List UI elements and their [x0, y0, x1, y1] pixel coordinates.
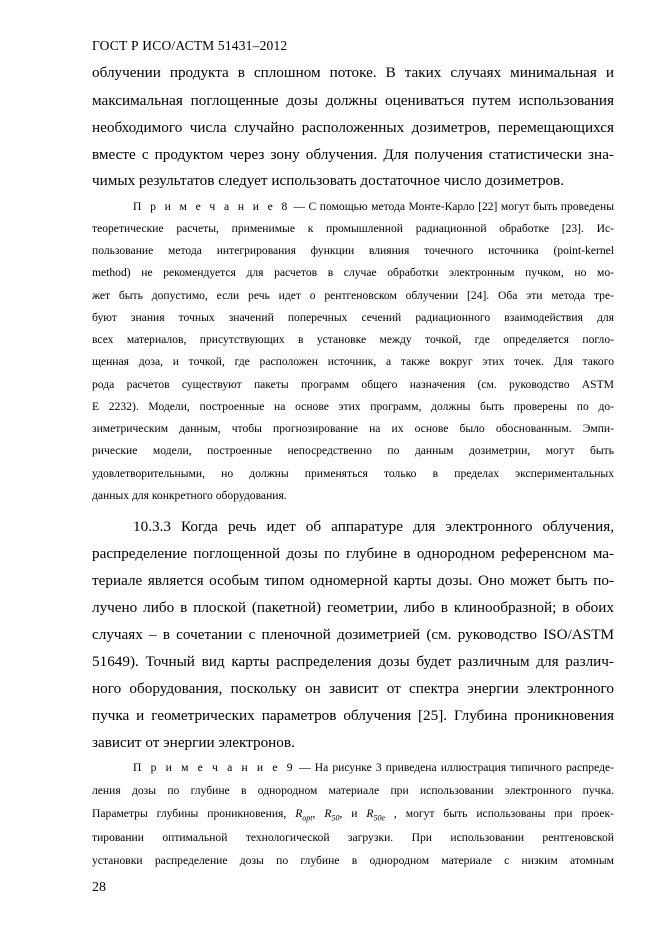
note8-line: всех материалов, присутствующих в установке между точкой, где определяется погло- [92, 333, 614, 346]
symbol-r50e: $R_{50e}$ [366, 807, 386, 823]
note8-first-text: — С помощью метода Монте-Карло [22] могут быть проведены [289, 200, 614, 213]
note8-line: зиметрическим данным, чтобы прогнозирование на их основе было обоснованным. Эмпи- [92, 422, 614, 435]
note8-line: рические модели, построенные непосредственно по данным дозиметрии, могут быть [92, 444, 614, 457]
note8-line: теоретические расчеты, применимые к промышленной радиационной обработке [23]. Ис- [92, 222, 614, 235]
para1-line: необходимого числа случайно расположенных дозиметров, перемещающихся [92, 119, 614, 136]
standard-header: ГОСТ Р ИСО/АСТМ 51431–2012 [92, 38, 288, 53]
note8-label: П р и м е ч а н и е 8 [133, 200, 290, 213]
note9-line: установки распределение дозы по глубине в однородном материале с низким атомным [92, 854, 614, 867]
para2-line: зависит от энергии электронов. [92, 734, 295, 751]
note9-text: Параметры глубины проникновения, [92, 807, 296, 820]
note9-first-text: — На рисунке 3 приведена иллюстрация типичного распреде- [295, 761, 614, 774]
note8-line: жет быть допустимо, если речь идет о рентгеновском облучении [24]. Оба эти метода тре- [92, 289, 614, 302]
note8-line: E 2232). Модели, построенные на основе этих программ, должны быть проверены по до- [92, 400, 614, 413]
note9-text: , могут быть использованы при проек- [385, 807, 614, 820]
para2-line: распределение поглощенной дозы по глубине в однородном референсном ма- [92, 545, 614, 562]
note9-line: тировании оптимальной технологической загрузки. При использовании рентгеновской [92, 831, 614, 844]
para2-line: лучено либо в плоской (пакетной) геометрии, либо в клинообразной; в обоих [92, 599, 614, 616]
note8-line: пользование метода интегрирования функции влияния точечного источника (point-kernel [92, 244, 614, 257]
para2-line: случаях – в сочетании с пленочной дозиметрией (см. руководство ISO/ASTM [92, 626, 614, 643]
note9-text: , [312, 807, 325, 820]
note9-line-params [92, 806, 614, 821]
para1-line: чимых результатов следует использовать достаточное число дозиметров. [92, 172, 565, 189]
page-number: 28 [92, 880, 106, 895]
note8-line: method) не рекомендуется для расчетов в случае обработки электронным пучком, но мо- [92, 266, 614, 279]
note8-line: рода расчетов существуют пакеты программ общего назначения (см. руководство ASTM [92, 378, 614, 391]
para2-line: пучка и геометрических параметров облучения [25]. Глубина проникновения [92, 707, 614, 724]
note8-line: щенная доза, и точкой, где расположен источник, а также вокруг этих точек. Для такого [92, 355, 614, 368]
para2-line: ного оборудования, поскольку он зависит от спектра энергии электронного [92, 680, 614, 697]
para1-line: облучении продукта в сплошном потоке. В таких случаях минимальная и [92, 64, 614, 81]
note8-line: удовлетворительными, но должны применяться только в пределах экспериментальных [92, 467, 614, 480]
para1-line: максимальная поглощенные дозы должны оцениваться путем использования [92, 92, 614, 109]
para1-line: вместе с продуктом через зону облучения. Для получения статистически зна- [92, 146, 614, 163]
symbol-r-opt: $R_{opt}$ [295, 807, 313, 823]
note8-line: буют знания точных значений поперечных сечений радиационного взаимодействия для [92, 311, 614, 324]
note9-text: , и [339, 807, 367, 820]
note9-first-line [133, 760, 614, 775]
para2-line: 51649). Точный вид карты распределения дозы будет различным для различ- [92, 653, 614, 670]
para2-line: 10.3.3 Когда речь идет об аппаратуре для электронного облучения, [133, 518, 614, 535]
note8-line: данных для конкретного оборудования. [92, 489, 287, 502]
note8-first-line [133, 199, 614, 214]
symbol-r50: $R_{50}$ [324, 807, 340, 823]
para2-line: териале является особым типом одномерной карты дозы. Оно может быть по- [92, 572, 614, 589]
note9-label: П р и м е ч а н и е 9 [133, 761, 296, 774]
note9-line: ления дозы по глубине в однородном материале при использовании электронного пучка. [92, 784, 614, 797]
